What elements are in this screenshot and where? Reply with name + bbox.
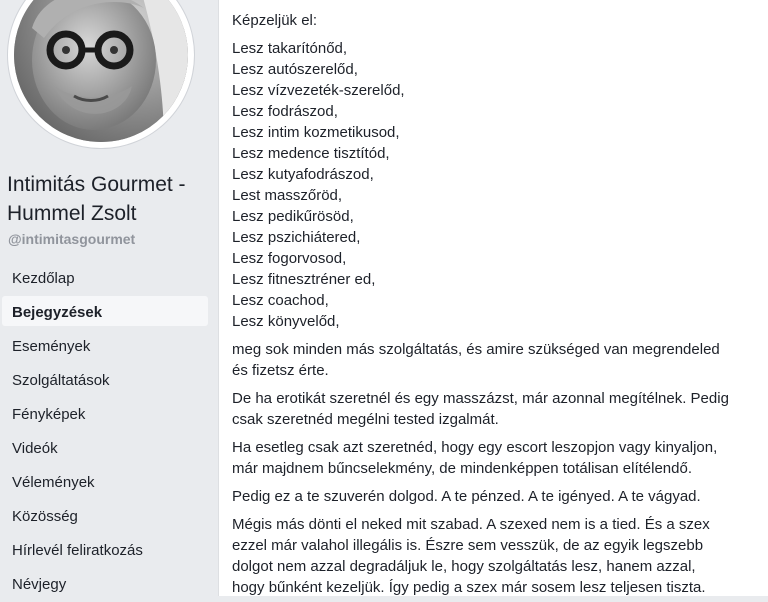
list-item: Lesz vízvezeték-szerelőd,: [232, 82, 405, 99]
post-paragraph: Ha esetleg csak azt szeretnéd, hogy egy escort leszopjon vagy kinyaljon, már majdnem bűncselekmény, de mindenképpen totálisan elítélendő.: [232, 439, 718, 477]
list-item: Lesz coachod,: [232, 292, 329, 309]
sidebar-item-services[interactable]: Szolgáltatások: [12, 372, 110, 389]
page-handle[interactable]: @intimitasgourmet: [8, 231, 136, 247]
post-paragraph: Mégis más dönti el neked mit szabad. A szexed nem is a tied. És a szex ezzel már valahol illegális is. Észre sem vesszük, de az egyik legszebb dolgot nem azzal degradáljuk le, hogy szolgáltatás lesz, hanem azzal, hogy bűnként kezeljük. Így pedig a szex már sosem lesz teljesen tiszta.: [232, 516, 710, 596]
post-paragraph: Pedig ez a te szuverén dolgod. A te pénzed. A te igényed. A te vágyad.: [232, 488, 701, 505]
list-item: Lesz pedikűrösöd,: [232, 208, 354, 225]
list-item: Lesz pszichiátered,: [232, 229, 361, 246]
sidebar-item-videos[interactable]: Videók: [12, 440, 58, 457]
post-text: [219, 0, 768, 596]
sidebar-item-posts[interactable]: Bejegyzések: [2, 296, 208, 326]
list-item: Lesz fitnesztréner ed,: [232, 271, 376, 288]
sidebar-item-reviews[interactable]: Vélemények: [12, 474, 95, 491]
post-paragraph: meg sok minden más szolgáltatás, és amire szükséged van megrendeled és fizetsz érte.: [232, 341, 720, 379]
sidebar-item-newsletter[interactable]: Hírlevél feliratkozás: [12, 542, 143, 559]
list-item: Lesz medence tisztítód,: [232, 145, 390, 162]
avatar[interactable]: [14, 0, 188, 142]
post-intro: Képzeljük el:: [232, 12, 318, 29]
list-item: Lesz könyvelőd,: [232, 313, 340, 330]
list-item: Lesz takarítónőd,: [232, 40, 348, 57]
page-sidebar: [0, 0, 212, 596]
list-item: Lesz kutyafodrászod,: [232, 166, 374, 183]
list-item: Lesz fogorvosod,: [232, 250, 347, 267]
list-item: Lesz fodrászod,: [232, 103, 338, 120]
sidebar-nav: [0, 262, 212, 602]
post-content-panel: [218, 0, 768, 596]
list-item: Lesz intim kozmetikusod,: [232, 124, 400, 141]
avatar-photo: [14, 0, 188, 142]
sidebar-item-home[interactable]: Kezdőlap: [12, 270, 75, 287]
sidebar-item-about[interactable]: Névjegy: [12, 576, 67, 593]
page-title[interactable]: Intimitás Gourmet - Hummel Zsolt: [7, 173, 186, 225]
service-list: [232, 38, 768, 332]
profile-picture-frame[interactable]: [8, 0, 194, 148]
post-paragraph: De ha erotikát szeretnél és egy masszázst, már azonnal megítélnek. Pedig csak szeretnéd megélni tested izgalmát.: [232, 390, 729, 428]
list-item: Lest masszőröd,: [232, 187, 343, 204]
list-item: Lesz autószerelőd,: [232, 61, 358, 78]
sidebar-item-community[interactable]: Közösség: [12, 508, 78, 525]
sidebar-item-photos[interactable]: Fényképek: [12, 406, 86, 423]
sidebar-item-events[interactable]: Események: [12, 338, 91, 355]
